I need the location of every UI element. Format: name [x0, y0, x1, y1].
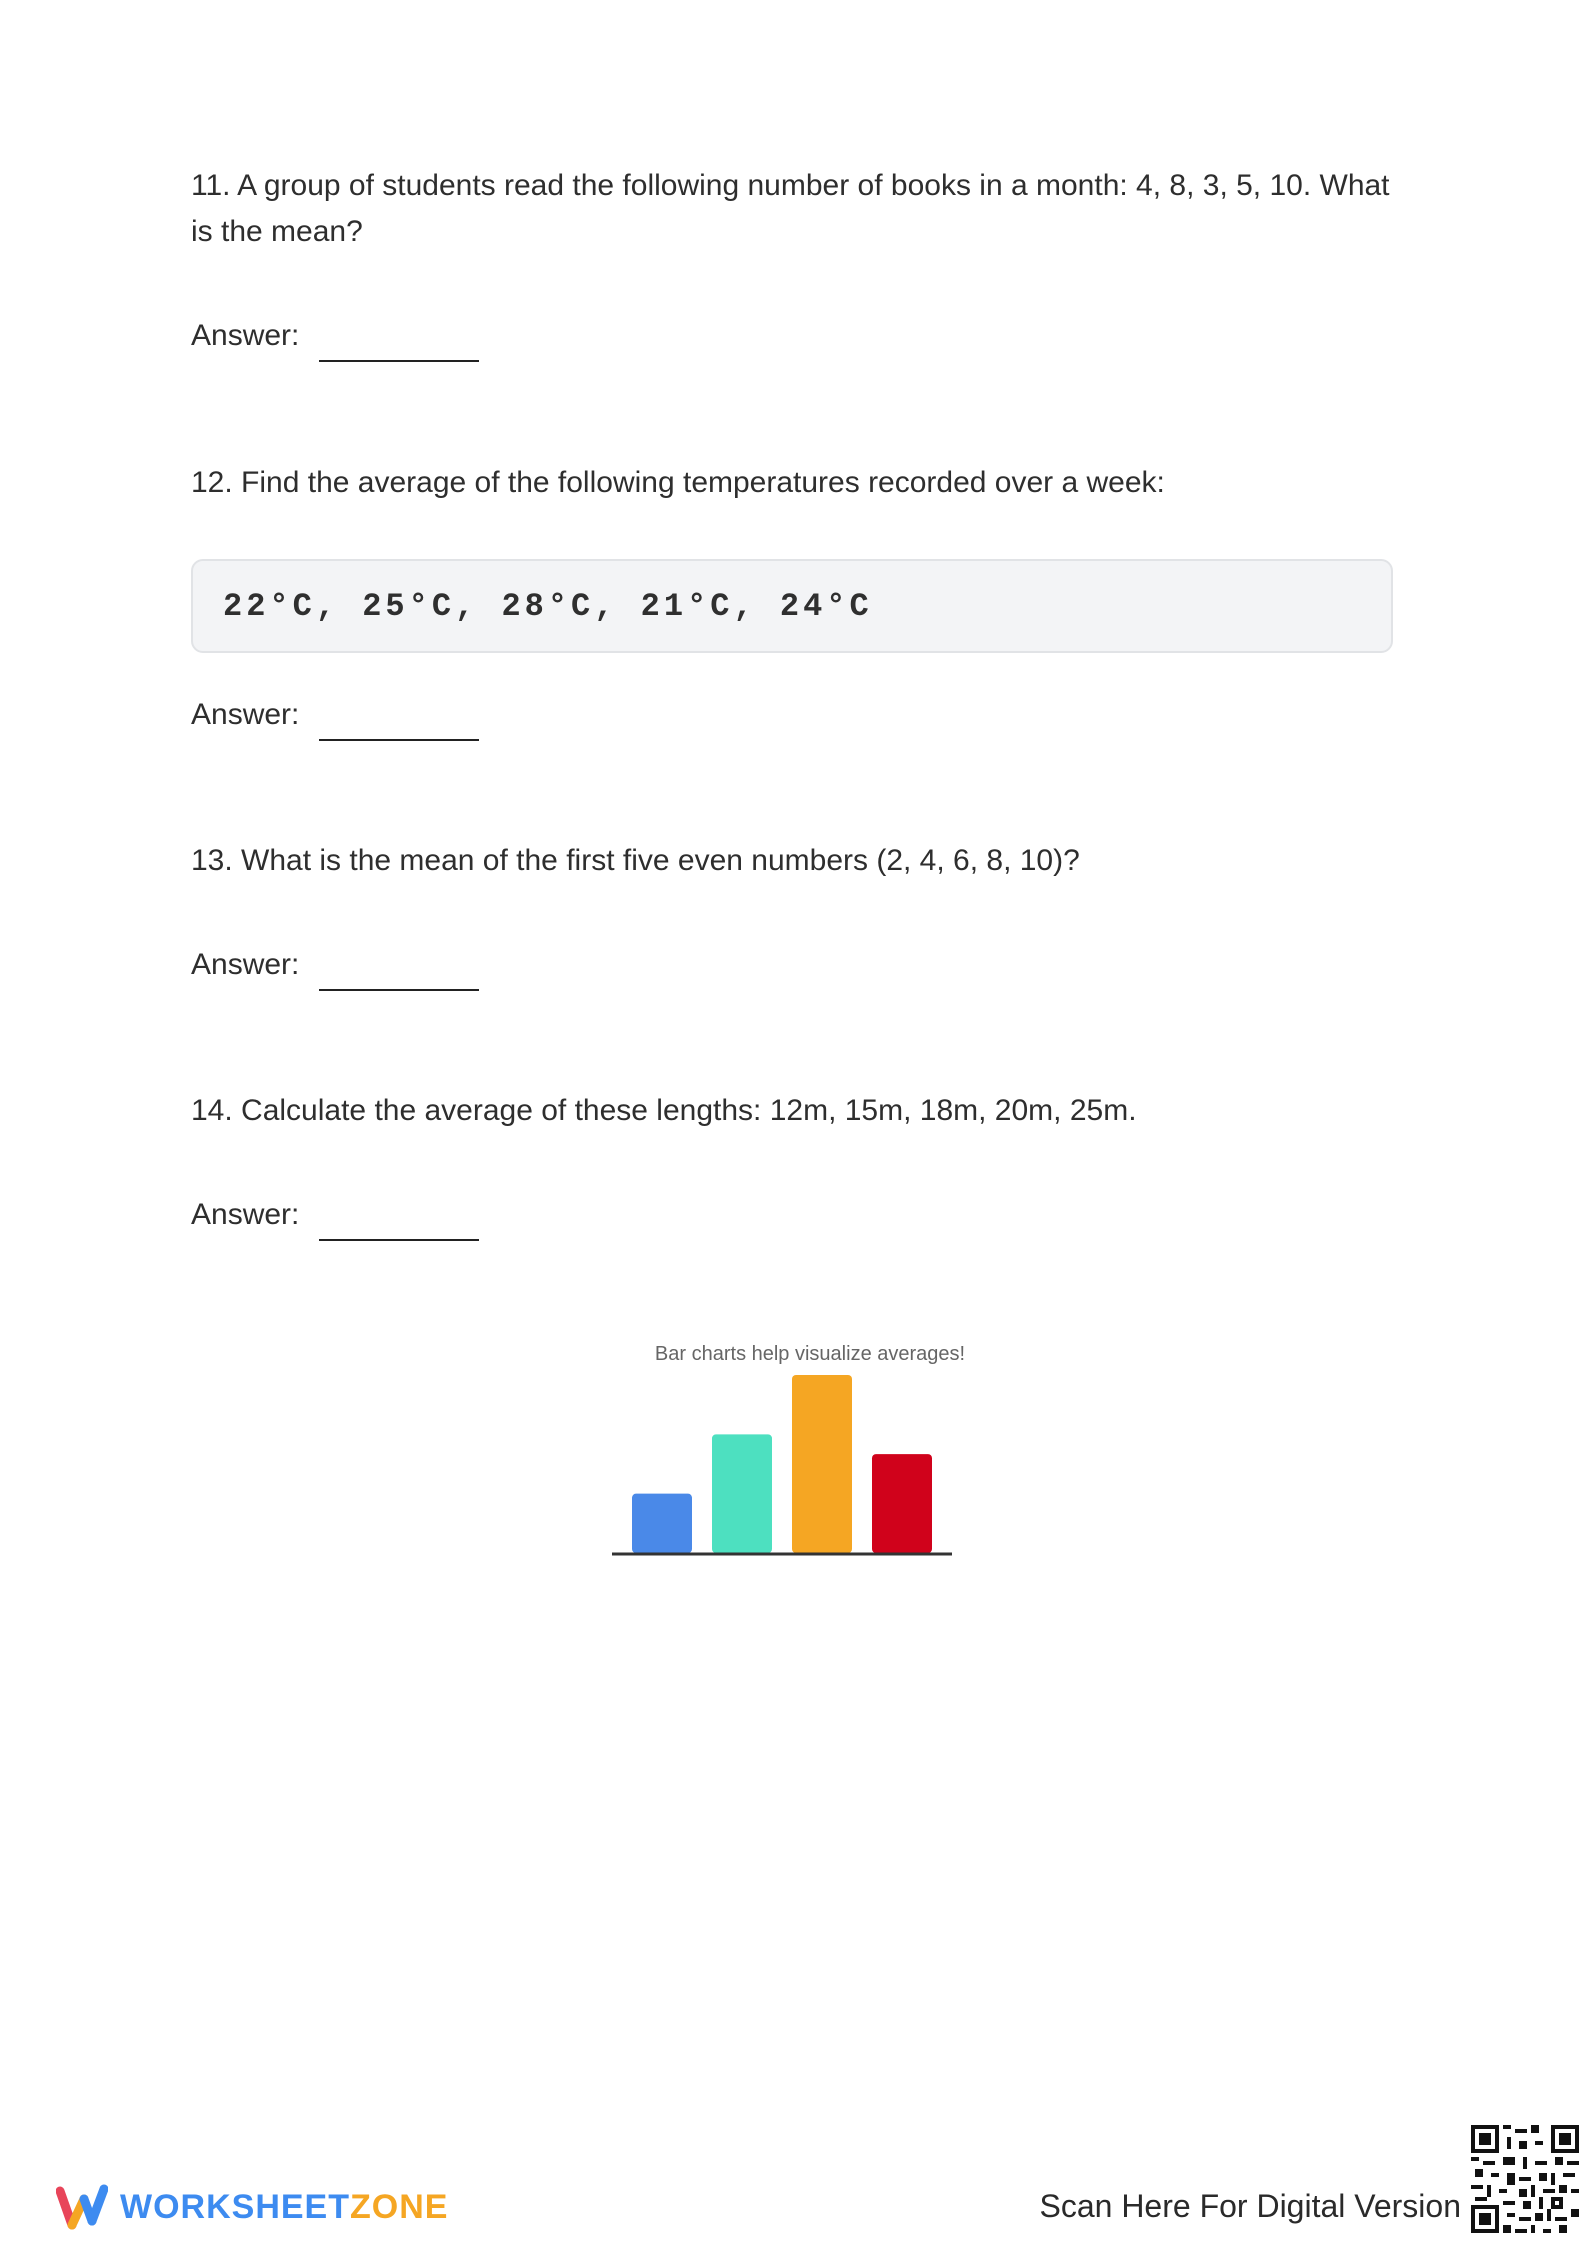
qr-code-icon[interactable]	[1471, 2125, 1579, 2233]
answer-row-14	[191, 1189, 479, 1235]
answer-blank[interactable]	[319, 739, 479, 741]
answer-row-11	[191, 310, 479, 356]
footer-logo	[56, 2181, 448, 2233]
logo-text-part2: ZONE	[350, 2187, 449, 2226]
answer-blank[interactable]	[319, 1239, 479, 1241]
temperature-values: 22°C, 25°C, 28°C, 21°C, 24°C	[223, 587, 873, 625]
question-11: 11. A group of students read the following number of books in a month: 4, 8, 3, 5, 10. What is the mean?	[191, 169, 1390, 248]
answer-blank[interactable]	[319, 989, 479, 991]
chart-caption: Bar charts help visualize averages!	[654, 1343, 966, 1365]
chart-bar-1	[632, 1494, 692, 1553]
scan-text: Scan Here For Digital Version	[1039, 2188, 1461, 2224]
answer-label: Answer:	[191, 698, 300, 731]
chart-bar-3	[792, 1375, 852, 1553]
answer-label: Answer:	[191, 948, 300, 981]
question-12: 12. Find the average of the following temperatures recorded over a week:	[191, 466, 1165, 499]
question-13: 13. What is the mean of the first five even numbers (2, 4, 6, 8, 10)?	[191, 844, 1080, 877]
temperature-box	[191, 559, 1393, 653]
chart-bar-4	[872, 1454, 932, 1553]
answer-blank[interactable]	[319, 360, 479, 362]
bar-chart	[610, 1370, 960, 1560]
worksheetzone-w-icon	[56, 2181, 108, 2233]
answer-label: Answer:	[191, 319, 300, 352]
answer-label: Answer:	[191, 1198, 300, 1231]
logo-text-part1: WORKSHEET	[120, 2187, 350, 2226]
logo-text	[120, 2188, 448, 2227]
answer-row-12	[191, 689, 479, 735]
answer-row-13	[191, 939, 479, 985]
chart-bar-2	[712, 1434, 772, 1553]
question-14: 14. Calculate the average of these lengths: 12m, 15m, 18m, 20m, 25m.	[191, 1094, 1137, 1127]
